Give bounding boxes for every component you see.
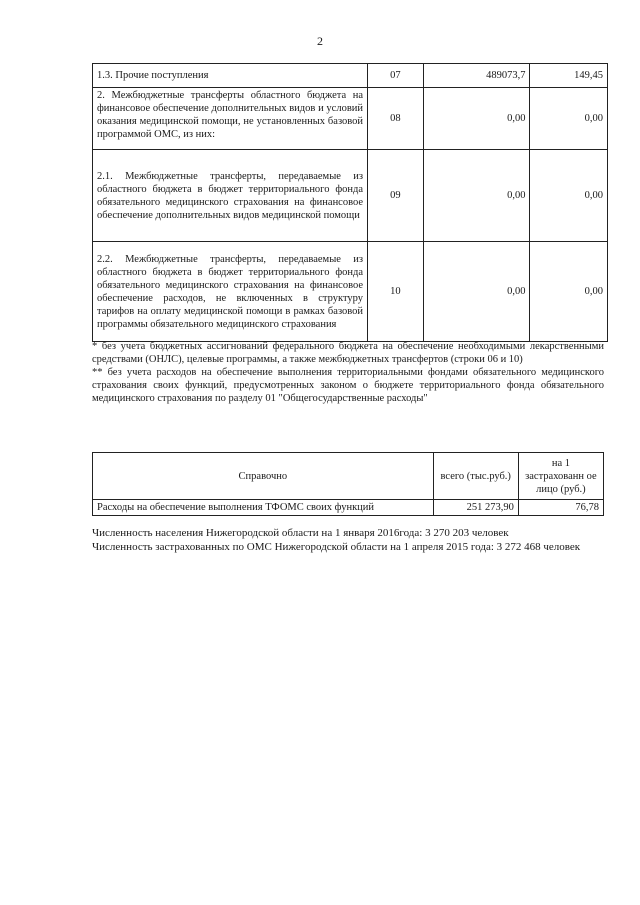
- footnote-1: * без учета бюджетных ассигнований федерального бюджета на обеспечение необходимыми лекарственными средствами (ОНЛС), целевые программы, а также межбюджетных трансфертов (строки 06 и 10): [92, 341, 604, 365]
- row-per-person: 0,00: [530, 88, 608, 150]
- table-row: [93, 88, 608, 150]
- row-description: 1.3. Прочие поступления: [93, 64, 368, 88]
- table-row: [93, 64, 608, 88]
- reference-header-row: [93, 453, 604, 500]
- row-description: 2. Межбюджетные трансферты областного бюджета на финансовое обеспечение дополнительных видов и условий оказания медицинской помощи, не установленных базовой программой ОМС, из них:: [93, 88, 368, 150]
- reference-header-per-person: на 1 застрахованн ое лицо (руб.): [518, 453, 603, 500]
- row-description: 2.2. Межбюджетные трансферты, передаваемые из областного бюджета в бюджет территориального фонда обязательного медицинского страхования на финансовое обеспечение расходов, не включенных в структуру тарифов на оплату медицинской помощи в рамках базовой программы обязательного медицинского страхования: [93, 242, 368, 342]
- row-code: 08: [368, 88, 424, 150]
- row-code: 10: [368, 242, 424, 342]
- reference-row-per-person: 76,78: [518, 500, 603, 516]
- row-per-person: 0,00: [530, 242, 608, 342]
- table-row: [93, 150, 608, 242]
- row-amount: 0,00: [423, 150, 530, 242]
- row-description: 2.1. Межбюджетные трансферты, передаваемые из областного бюджета в бюджет территориального фонда обязательного медицинского страхования на финансовое обеспечение дополнительных видов медицинской помощи: [93, 150, 368, 242]
- reference-header-label: Справочно: [93, 453, 434, 500]
- reference-row-total: 251 273,90: [433, 500, 518, 516]
- row-amount: 0,00: [423, 242, 530, 342]
- population-line: Численность населения Нижегородской области на 1 января 2016года: 3 270 203 человек: [92, 527, 509, 539]
- insured-line: Численность застрахованных по ОМС Нижегородской области на 1 апреля 2015 года: 3 272 468 человек: [92, 541, 581, 553]
- row-per-person: 149,45: [530, 64, 608, 88]
- row-code: 09: [368, 150, 424, 242]
- population-info: [92, 526, 604, 554]
- page-number: 2: [317, 34, 323, 48]
- footnote-2: ** без учета расходов на обеспечение выполнения территориальными фондами обязательного медицинского страхования своих функций, предусмотренных законом о бюджете территориального фонда обязательного медицинского страхования по разделу 01 "Общегосударственные расходы": [92, 367, 604, 404]
- row-code: 07: [368, 64, 424, 88]
- reference-header-total: всего (тыс.руб.): [433, 453, 518, 500]
- footnotes: [92, 340, 604, 405]
- row-per-person: 0,00: [530, 150, 608, 242]
- row-amount: 0,00: [423, 88, 530, 150]
- row-amount: 489073,7: [423, 64, 530, 88]
- reference-row: [93, 500, 604, 516]
- funding-table: [92, 63, 608, 342]
- table-row: [93, 242, 608, 342]
- reference-row-label: Расходы на обеспечение выполнения ТФОМС своих функций: [93, 500, 434, 516]
- reference-table: [92, 452, 604, 516]
